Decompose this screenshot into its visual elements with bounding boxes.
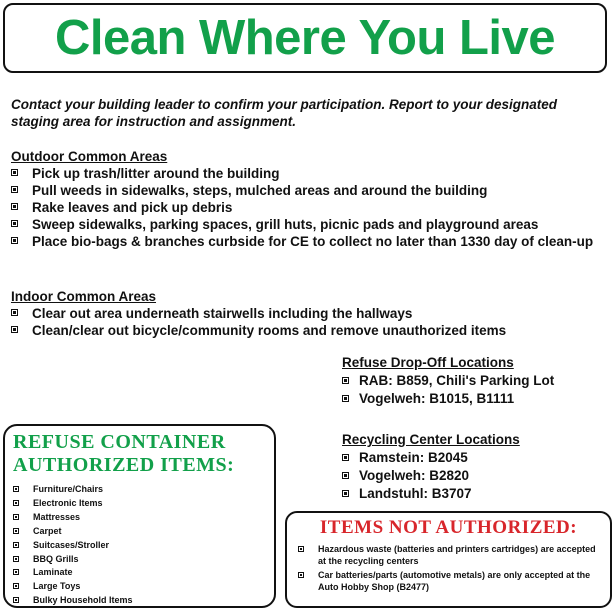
- indoor-list: [11, 305, 611, 339]
- authorized-items-list: [5, 483, 274, 608]
- title-banner: [3, 3, 607, 73]
- checkbox-bullet-icon: [11, 309, 18, 316]
- outdoor-section: [11, 148, 611, 250]
- refuse-container-box: [3, 424, 276, 608]
- list-item: Laminate: [13, 566, 274, 580]
- checkbox-bullet-icon: [11, 203, 18, 210]
- page-title: Clean Where You Live: [54, 11, 556, 65]
- not-authorized-list: [287, 544, 610, 593]
- list-item: Mattresses: [13, 511, 274, 525]
- not-authorized-box: [285, 511, 612, 608]
- checkbox-bullet-icon: [13, 528, 19, 534]
- list-item: RAB: B859, Chili's Parking Lot: [342, 372, 612, 390]
- checkbox-bullet-icon: [13, 514, 19, 520]
- checkbox-bullet-icon: [13, 500, 19, 506]
- refuse-dropoff-list: [342, 372, 612, 408]
- checkbox-bullet-icon: [13, 569, 19, 575]
- checkbox-bullet-icon: [342, 395, 349, 402]
- list-item: Pull weeds in sidewalks, steps, mulched areas and around the building: [11, 182, 611, 199]
- checkbox-bullet-icon: [13, 597, 19, 603]
- list-item: Furniture/Chairs: [13, 483, 274, 497]
- refuse-dropoff-section: [342, 354, 612, 408]
- list-item: Ramstein: B2045: [342, 449, 612, 467]
- list-item: Rake leaves and pick up debris: [11, 199, 611, 216]
- list-item: Vogelweh: B1015, B1111: [342, 390, 612, 408]
- checkbox-bullet-icon: [13, 542, 19, 548]
- list-item: Carpet: [13, 525, 274, 539]
- list-item: Bulky Household Items: [13, 594, 274, 608]
- checkbox-bullet-icon: [11, 237, 18, 244]
- recycling-list: [342, 449, 612, 503]
- outdoor-heading: Outdoor Common Areas: [11, 149, 168, 164]
- checkbox-bullet-icon: [342, 377, 349, 384]
- recycling-heading: Recycling Center Locations: [342, 432, 520, 447]
- list-item: Vogelweh: B2820: [342, 467, 612, 485]
- list-item: Sweep sidewalks, parking spaces, grill huts, picnic pads and playground areas: [11, 216, 611, 233]
- list-item: Place bio-bags & branches curbside for CE to collect no later than 1330 day of clean-up: [11, 233, 611, 250]
- checkbox-bullet-icon: [13, 583, 19, 589]
- checkbox-bullet-icon: [11, 169, 18, 176]
- indoor-heading: Indoor Common Areas: [11, 289, 157, 304]
- checkbox-bullet-icon: [298, 546, 304, 552]
- checkbox-bullet-icon: [11, 186, 18, 193]
- checkbox-bullet-icon: [13, 486, 19, 492]
- checkbox-bullet-icon: [298, 572, 304, 578]
- recycling-section: [342, 431, 612, 503]
- refuse-dropoff-heading: Refuse Drop-Off Locations: [342, 355, 514, 370]
- list-item: Pick up trash/litter around the building: [11, 165, 611, 182]
- list-item: Suitcases/Stroller: [13, 539, 274, 553]
- refuse-container-heading: REFUSE CONTAINER AUTHORIZED ITEMS:: [13, 431, 235, 476]
- checkbox-bullet-icon: [342, 472, 349, 479]
- checkbox-bullet-icon: [11, 220, 18, 227]
- not-authorized-heading: ITEMS NOT AUTHORIZED:: [319, 517, 578, 538]
- checkbox-bullet-icon: [11, 326, 18, 333]
- checkbox-bullet-icon: [342, 490, 349, 497]
- list-item: Landstuhl: B3707: [342, 485, 612, 503]
- intro-text: Contact your building leader to confirm your participation. Report to your designated staging area for instruction and assignment.: [11, 97, 558, 129]
- outdoor-list: [11, 165, 611, 250]
- indoor-section: [11, 288, 611, 339]
- list-item: Car batteries/parts (automotive metals) are only accepted at the Auto Hobby Shop (B2477): [298, 570, 606, 593]
- checkbox-bullet-icon: [13, 556, 19, 562]
- list-item: Clear out area underneath stairwells including the hallways: [11, 305, 611, 322]
- list-item: Large Toys: [13, 580, 274, 594]
- list-item: Hazardous waste (batteries and printers cartridges) are accepted at the recycling centers: [298, 544, 606, 567]
- checkbox-bullet-icon: [342, 454, 349, 461]
- list-item: Clean/clear out bicycle/community rooms and remove unauthorized items: [11, 322, 611, 339]
- list-item: BBQ Grills: [13, 553, 274, 567]
- list-item: Electronic Items: [13, 497, 274, 511]
